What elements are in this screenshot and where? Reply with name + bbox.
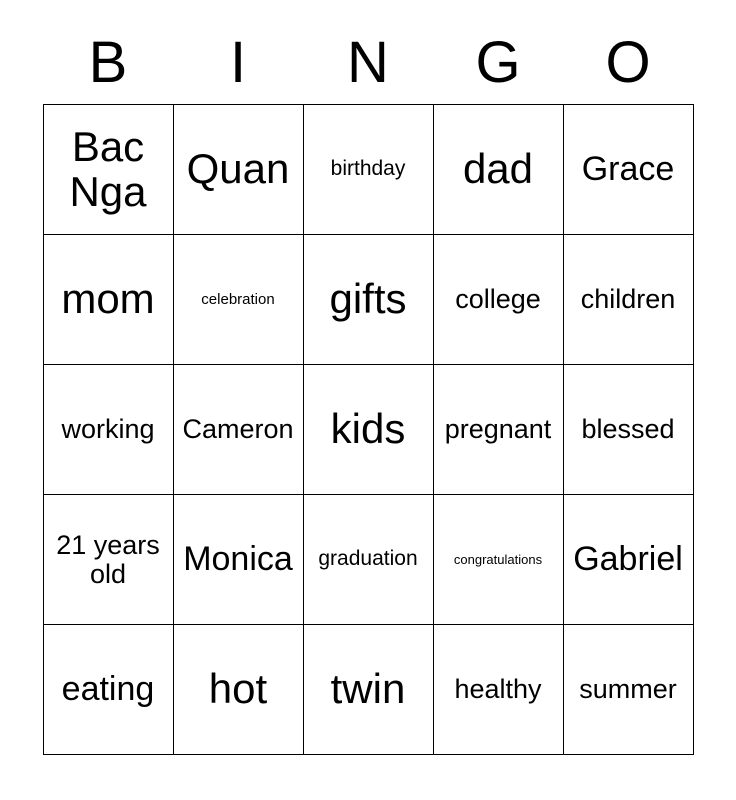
bingo-cell[interactable]: Quan bbox=[173, 105, 303, 235]
bingo-row bbox=[43, 365, 693, 495]
bingo-cell[interactable]: gifts bbox=[303, 235, 433, 365]
bingo-cell[interactable]: graduation bbox=[303, 495, 433, 625]
bingo-header-letter-o: O bbox=[605, 30, 651, 95]
bingo-row bbox=[43, 105, 693, 235]
bingo-row bbox=[43, 235, 693, 365]
bingo-cell[interactable]: college bbox=[433, 235, 563, 365]
bingo-header-letter-b: B bbox=[88, 30, 128, 95]
bingo-cell[interactable]: dad bbox=[433, 105, 563, 235]
bingo-header-letter-i: I bbox=[229, 30, 247, 95]
bingo-cell[interactable]: kids bbox=[303, 365, 433, 495]
bingo-row bbox=[43, 495, 693, 625]
bingo-cell[interactable]: congratulations bbox=[433, 495, 563, 625]
bingo-cell[interactable]: healthy bbox=[433, 625, 563, 755]
bingo-cell[interactable]: Bac Nga bbox=[43, 105, 173, 235]
bingo-cell[interactable]: Cameron bbox=[173, 365, 303, 495]
bingo-cell[interactable]: celebration bbox=[173, 235, 303, 365]
bingo-cell[interactable]: 21 years old bbox=[43, 495, 173, 625]
bingo-cell[interactable]: blessed bbox=[563, 365, 693, 495]
bingo-cell[interactable]: children bbox=[563, 235, 693, 365]
bingo-cell[interactable]: pregnant bbox=[433, 365, 563, 495]
bingo-cell[interactable]: mom bbox=[43, 235, 173, 365]
bingo-header-letter-n: N bbox=[347, 30, 389, 95]
bingo-cell[interactable]: twin bbox=[303, 625, 433, 755]
bingo-header-row bbox=[43, 0, 693, 98]
bingo-cell[interactable]: Grace bbox=[563, 105, 693, 235]
bingo-cell[interactable]: birthday bbox=[303, 105, 433, 235]
bingo-cell[interactable]: summer bbox=[563, 625, 693, 755]
bingo-cell[interactable]: eating bbox=[43, 625, 173, 755]
bingo-cell[interactable]: Gabriel bbox=[563, 495, 693, 625]
bingo-row bbox=[43, 625, 693, 755]
bingo-header-letter-g: G bbox=[475, 30, 521, 95]
bingo-cell[interactable]: hot bbox=[173, 625, 303, 755]
bingo-cell[interactable]: working bbox=[43, 365, 173, 495]
bingo-cell[interactable]: Monica bbox=[173, 495, 303, 625]
bingo-grid bbox=[43, 104, 694, 755]
